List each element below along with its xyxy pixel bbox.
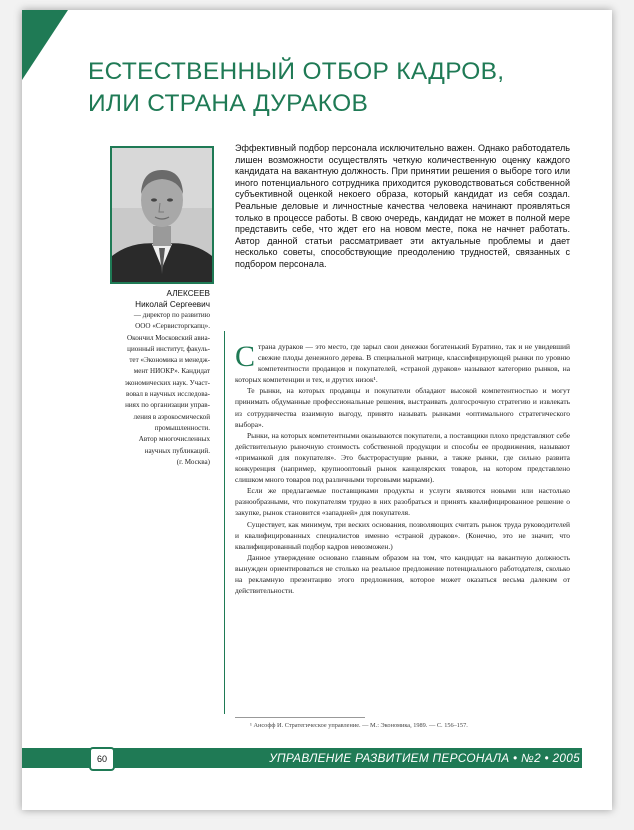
article-body xyxy=(235,341,570,596)
body-paragraph: Те рынки, на которых продавцы и покупатели обладают высокой компетентностью и могут принимать обдуманные профессиональные решения, выстраивать долгосрочную стратегию и извлекать из сотрудничества взаимную выгоду, принято называть рынками «оптимального стратегического выбора». xyxy=(235,386,570,429)
author-bio-line: экономических наук. Участ- xyxy=(124,378,210,387)
body-paragraph: Рынки, на которых компетентными оказываются покупатели, а поставщики плохо представляют себе действительную рыночную стоимость собственной продукции и способы ее продвижения, называют «приманкой для покупателя». Это быстрорастущие рынки, а также рынки, где сильно развита конкуренция (например, крупнооптовый рынок канцелярских товаров, на котором представлено слишком много товаров под различными торговыми марками). xyxy=(235,430,570,485)
journal-name: УПРАВЛЕНИЕ РАЗВИТИЕМ ПЕРСОНАЛА • №2 • 2005 xyxy=(269,751,580,765)
author-photo xyxy=(110,146,214,284)
column-divider xyxy=(224,331,225,714)
author-bio-line: Автор многочисленных xyxy=(138,435,210,444)
author-bio-line: ционный институт, факуль- xyxy=(127,344,210,353)
author-bio-line: тет «Экономика и менедж- xyxy=(129,356,210,365)
author-bio-line: научных публикаций. xyxy=(144,446,210,455)
author-city: (г. Москва) xyxy=(176,457,210,466)
title-line-2: ИЛИ СТРАНА ДУРАКОВ xyxy=(88,90,369,117)
footnote: ¹ Ансофф И. Стратегическое управление. — М.: Экономика, 1989. — С. 156–157. xyxy=(250,722,468,729)
footnote-rule xyxy=(235,717,365,718)
title-line-1: ЕСТЕСТВЕННЫЙ ОТБОР КАДРОВ, xyxy=(88,58,505,85)
article-title xyxy=(88,56,588,120)
drop-cap: С xyxy=(235,340,256,373)
author-bio-line: Окончил Московский авиа- xyxy=(127,333,210,342)
author-bio-line: — директор по развитию xyxy=(133,311,210,319)
author-bio-line: ниях по организации управ- xyxy=(125,401,210,410)
author-portrait-image xyxy=(112,148,212,282)
body-paragraph xyxy=(235,341,570,385)
magazine-page xyxy=(22,10,612,810)
author-bio-line: ООО «Сервисторгкапц». xyxy=(135,322,210,331)
page-number: 60 xyxy=(89,747,115,771)
author-given-names: Николай Сергеевич xyxy=(135,300,210,309)
body-paragraph: Если же предлагаемые поставщиками продукты и услуги являются новыми или настолько разнообразными, что покупателям трудно в них разобраться и принять квалифицированное решение о закупке, рынок становится «западней» для покупателя. xyxy=(235,486,570,518)
author-bio-line: промышленности. xyxy=(154,423,210,432)
lead-paragraph: Эффективный подбор персонала исключительно важен. Однако работодатель лишен возможности осуществлять четкую количественную оценку каждого кандидата на вакантную должность. При принятии решения о выборе того или иного потенциального сотрудника приходится руководствоваться собственной субъективной оценкой некоего образа, который кандидат из себя создал. Реальные деловые и личностные качества человека начинают проявляться только в процессе работы. В свою очередь, кандидат не может в полной мере представить себе, что ждет его на новом месте, пока не начнет работать. Автор данной статьи рассматривает эти актуальные проблемы и дает несколько советы, способствующие преодолению трудностей, связанных с подбором персонала. xyxy=(235,143,570,269)
author-info xyxy=(86,289,210,468)
body-paragraph: Существует, как минимум, три веских основания, позволяющих считать рынок труда руководителей и квалифицированных специалистов именно «страной дураков». (Конечно, это не значит, что квалифицированный подбор кадров невозможен.) xyxy=(235,519,570,551)
author-bio-line: мент НИОКР». Кандидат xyxy=(133,367,210,376)
body-paragraph: Данное утверждение основано главным образом на том, что кандидат на вакантную должность вынужден ориентироваться не столько на реальное предложение потенциального работодателя, сколько на рекламную презентацию этого предложения, которое может оказаться весьма далеким от действительности. xyxy=(235,552,570,596)
author-bio-line: вовал в научных исследова- xyxy=(126,390,210,399)
corner-decoration xyxy=(22,10,68,80)
author-bio-line: ления в аэрокосмической xyxy=(133,412,210,421)
body-paragraph-text: трана дураков — это место, где зарыл свои денежки богатенький Буратино, так и не увидевший свежие плоды денежного дерева. В специальной матрице, классифицирующей рынки по уровню компетентности продавцов и покупателей, «страной дураков» называют категорию рынков, на которых компетенции и тех, и других низок¹. xyxy=(235,342,570,385)
author-surname: АЛЕКСЕЕВ xyxy=(166,289,210,298)
